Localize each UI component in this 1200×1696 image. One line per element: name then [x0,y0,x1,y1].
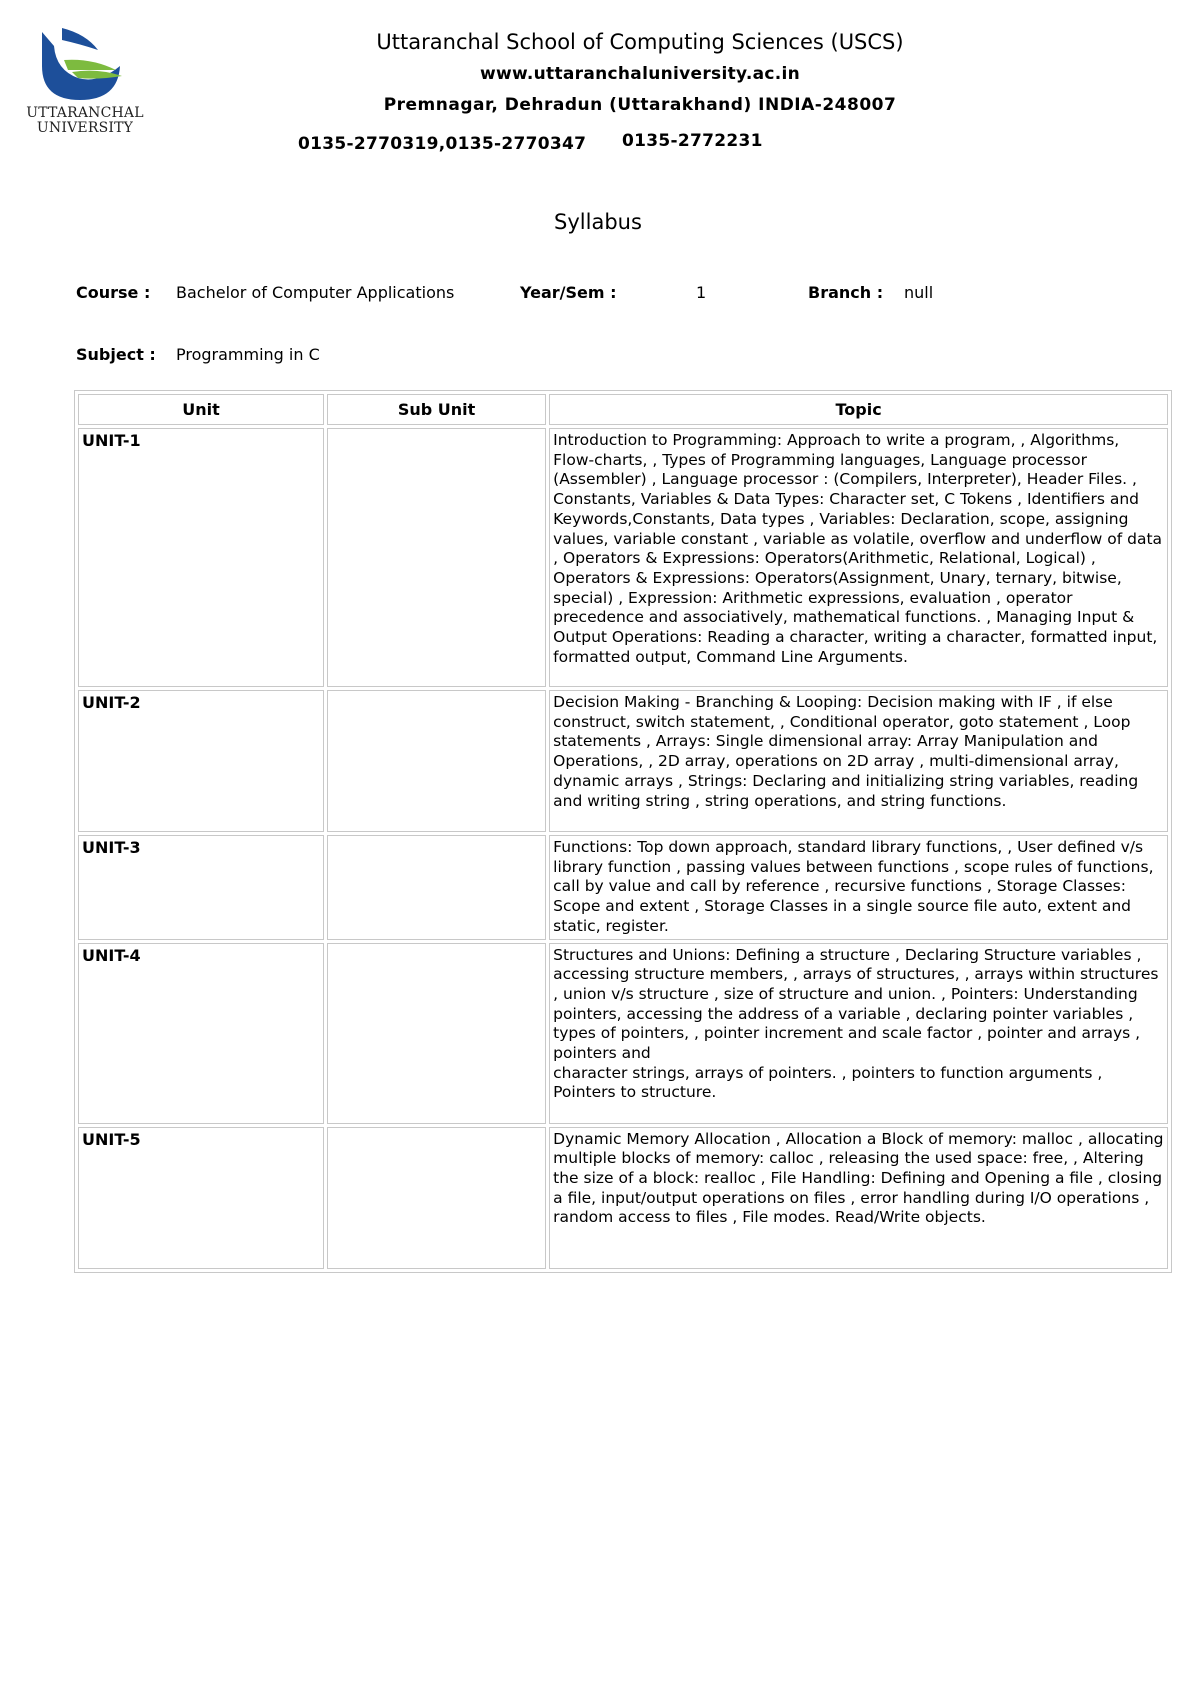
logo-text [20,106,150,136]
university-logo [20,26,150,141]
topic-cell: Structures and Unions: Defining a structure , Declaring Structure variables , accessing structure members, , arrays of structures, , arrays within structures , union v/s structure , size of structure and union. , Pointers: Understanding pointers, accessing the address of a variable , declaring pointer variables , types of pointers, , pointer increment and scale factor , pointer and arrays , pointers and character strings, arrays of pointers. , pointers to function arguments , Pointers to structure. [549,943,1168,1124]
subject-value: Programming in C [176,345,320,364]
table-row [78,835,1168,940]
logo-text-line1: UTTARANCHAL [26,105,144,121]
page-title: Syllabus [554,210,642,234]
institution-website[interactable]: www.uttaranchaluniversity.ac.in [479,64,801,84]
table-row [78,690,1168,832]
institution-name: Uttaranchal School of Computing Sciences (USCS) [376,30,904,54]
column-header-topic: Topic [549,394,1168,425]
subunit-cell [327,1127,546,1269]
branch-label: Branch : [808,283,884,302]
unit-cell: UNIT-2 [78,690,324,832]
unit-cell: UNIT-1 [78,428,324,687]
institution-fax: 0135-2772231 [622,131,763,151]
topic-cell: Dynamic Memory Allocation , Allocation a Block of memory: malloc , allocating multiple blocks of memory: calloc , releasing the used space: free, , Altering the size of a block: realloc , File Handling: Defining and Opening a file , closing a file, input/output operations on files , error handling during I/O operations , random access to files , File modes. Read/Write objects. [549,1127,1168,1269]
course-label: Course : [76,283,151,302]
logo-text-line2: UNIVERSITY [36,120,134,136]
institution-address: Premnagar, Dehradun (Uttarakhand) INDIA-248007 [383,95,897,115]
logo-emblem-icon [38,26,130,104]
subunit-cell [327,690,546,832]
subunit-cell [327,428,546,687]
institution-phones: 0135-2770319,0135-2770347 [298,134,587,154]
subunit-cell [327,835,546,940]
topic-cell: Introduction to Programming: Approach to write a program, , Algorithms, Flow-charts, , Types of Programming languages, Language processor (Assembler) , Language processor : (Compilers, Interpreter), Header Files. , Constants, Variables & Data Types: Character set, C Tokens , Identifiers and Keywords,Constants, Data types , Variables: Declaration, scope, assigning values, variable constant , variable as volatile, overflow and underflow of data , Operators & Expressions: Operators(Arithmetic, Relational, Logical) , Operators & Expressions: Operators(Assignment, Unary, ternary, bitwise, special) , Expression: Arithmetic expressions, evaluation , operator precedence and associatively, mathematical functions. , Managing Input & Output Operations: Reading a character, writing a character, formatted input, formatted output, Command Line Arguments. [549,428,1168,687]
yearsem-label: Year/Sem : [520,283,617,302]
branch-value: null [904,283,934,302]
subunit-cell [327,943,546,1124]
table-row [78,1127,1168,1269]
unit-cell: UNIT-5 [78,1127,324,1269]
topic-cell: Decision Making - Branching & Looping: Decision making with IF , if else construct, switch statement, , Conditional operator, goto statement , Loop statements , Arrays: Single dimensional array: Array Manipulation and Operations, , 2D array, operations on 2D array , multi-dimensional array, dynamic arrays , Strings: Declaring and initializing string variables, reading and writing string , string operations, and string functions. [549,690,1168,832]
topic-cell: Functions: Top down approach, standard library functions, , User defined v/s library function , passing values between functions , scope rules of functions, call by value and call by reference , recursive functions , Storage Classes: Scope and extent , Storage Classes in a single source file auto, extent and static, register. [549,835,1168,940]
subject-label: Subject : [76,345,156,364]
unit-cell: UNIT-4 [78,943,324,1124]
course-value: Bachelor of Computer Applications [176,283,455,302]
column-header-subunit: Sub Unit [327,394,546,425]
table-row [78,428,1168,687]
table-header-row [78,394,1168,425]
unit-cell: UNIT-3 [78,835,324,940]
syllabus-table [74,390,1172,1273]
column-header-unit: Unit [78,394,324,425]
table-row [78,943,1168,1124]
yearsem-value: 1 [696,283,707,302]
